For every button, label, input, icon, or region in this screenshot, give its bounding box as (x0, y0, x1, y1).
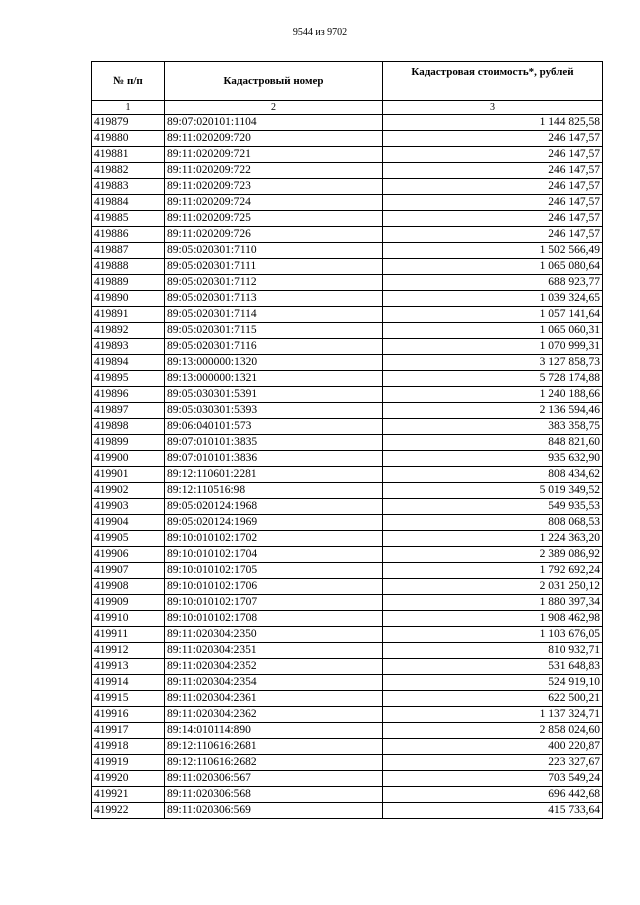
table-row (92, 483, 603, 499)
cadastral-number-cell: 89:10:010102:1705 (165, 563, 383, 579)
table-header-row (92, 62, 603, 101)
table-row (92, 675, 603, 691)
table-row (92, 787, 603, 803)
cadastral-number-cell: 89:11:020209:722 (165, 163, 383, 179)
table-row (92, 291, 603, 307)
cadastral-value-cell: 246 147,57 (383, 147, 603, 163)
table-row (92, 403, 603, 419)
row-number-cell: 419886 (92, 227, 165, 243)
table-row (92, 307, 603, 323)
cadastral-value-cell: 810 932,71 (383, 643, 603, 659)
row-number-cell: 419897 (92, 403, 165, 419)
table-row (92, 259, 603, 275)
header-cadastral-value: Кадастровая стоимость*, рублей (383, 62, 603, 101)
page-header: 9544 из 9702 (292, 27, 348, 38)
cadastral-value-cell: 1 908 462,98 (383, 611, 603, 627)
table-row (92, 771, 603, 787)
cadastral-value-cell: 688 923,77 (383, 275, 603, 291)
cadastral-number-cell: 89:06:040101:573 (165, 419, 383, 435)
cadastral-value-cell: 2 858 024,60 (383, 723, 603, 739)
cadastral-number-cell: 89:11:020304:2351 (165, 643, 383, 659)
cadastral-value-cell: 223 327,67 (383, 755, 603, 771)
cadastral-number-cell: 89:13:000000:1321 (165, 371, 383, 387)
cadastral-number-cell: 89:07:010101:3835 (165, 435, 383, 451)
cadastral-number-cell: 89:10:010102:1707 (165, 595, 383, 611)
row-number-cell: 419899 (92, 435, 165, 451)
row-number-cell: 419908 (92, 579, 165, 595)
row-number-cell: 419910 (92, 611, 165, 627)
table-row (92, 355, 603, 371)
cadastral-value-cell: 1 137 324,71 (383, 707, 603, 723)
cadastral-number-cell: 89:10:010102:1706 (165, 579, 383, 595)
header-row-number: № п/п (92, 62, 165, 101)
cadastral-number-cell: 89:05:020301:7112 (165, 275, 383, 291)
row-number-cell: 419902 (92, 483, 165, 499)
cadastral-number-cell: 89:05:030301:5391 (165, 387, 383, 403)
row-number-cell: 419922 (92, 803, 165, 819)
cadastral-number-cell: 89:12:110601:2281 (165, 467, 383, 483)
table-row (92, 691, 603, 707)
table-row (92, 435, 603, 451)
row-number-cell: 419880 (92, 131, 165, 147)
table-row (92, 627, 603, 643)
cadastral-value-cell: 246 147,57 (383, 195, 603, 211)
table-body (92, 115, 603, 819)
cadastral-value-cell: 1 502 566,49 (383, 243, 603, 259)
row-number-cell: 419884 (92, 195, 165, 211)
cadastral-number-cell: 89:11:020304:2350 (165, 627, 383, 643)
cadastral-value-cell: 524 919,10 (383, 675, 603, 691)
cadastral-value-cell: 246 147,57 (383, 131, 603, 147)
cadastral-number-cell: 89:11:020209:726 (165, 227, 383, 243)
cadastral-value-cell: 1 065 060,31 (383, 323, 603, 339)
row-number-cell: 419912 (92, 643, 165, 659)
cadastral-value-cell: 400 220,87 (383, 739, 603, 755)
row-number-cell: 419888 (92, 259, 165, 275)
cadastral-value-cell: 2 389 086,92 (383, 547, 603, 563)
table-row (92, 611, 603, 627)
cadastral-value-cell: 1 880 397,34 (383, 595, 603, 611)
cadastral-number-cell: 89:12:110516:98 (165, 483, 383, 499)
cadastral-number-cell: 89:05:020301:7111 (165, 259, 383, 275)
table-row (92, 723, 603, 739)
cadastral-number-cell: 89:07:010101:3836 (165, 451, 383, 467)
cadastral-value-cell: 1 103 676,05 (383, 627, 603, 643)
row-number-cell: 419889 (92, 275, 165, 291)
row-number-cell: 419885 (92, 211, 165, 227)
cadastral-number-cell: 89:05:020124:1969 (165, 515, 383, 531)
row-number-cell: 419917 (92, 723, 165, 739)
cadastral-number-cell: 89:11:020304:2361 (165, 691, 383, 707)
row-number-cell: 419893 (92, 339, 165, 355)
row-number-cell: 419890 (92, 291, 165, 307)
table-row (92, 707, 603, 723)
cadastral-number-cell: 89:11:020209:720 (165, 131, 383, 147)
table-row (92, 195, 603, 211)
table-row (92, 339, 603, 355)
table-row (92, 163, 603, 179)
cadastral-value-cell: 5 019 349,52 (383, 483, 603, 499)
cadastral-number-cell: 89:11:020306:567 (165, 771, 383, 787)
cadastral-value-cell: 246 147,57 (383, 211, 603, 227)
header-cadastral-number: Кадастровый номер (165, 62, 383, 101)
table-row (92, 755, 603, 771)
cadastral-value-cell: 383 358,75 (383, 419, 603, 435)
row-number-cell: 419894 (92, 355, 165, 371)
table-row (92, 803, 603, 819)
cadastral-value-cell: 1 144 825,58 (383, 115, 603, 131)
row-number-cell: 419896 (92, 387, 165, 403)
table-row (92, 499, 603, 515)
cadastral-value-cell: 1 070 999,31 (383, 339, 603, 355)
row-number-cell: 419892 (92, 323, 165, 339)
cadastral-value-cell: 703 549,24 (383, 771, 603, 787)
cadastral-number-cell: 89:07:020101:1104 (165, 115, 383, 131)
cadastral-value-cell: 935 632,90 (383, 451, 603, 467)
table-row (92, 451, 603, 467)
table-row (92, 467, 603, 483)
cadastral-number-cell: 89:11:020209:721 (165, 147, 383, 163)
cadastral-value-cell: 808 068,53 (383, 515, 603, 531)
cadastral-value-cell: 2 136 594,46 (383, 403, 603, 419)
row-number-cell: 419920 (92, 771, 165, 787)
cadastral-table (91, 61, 603, 819)
cadastral-value-cell: 848 821,60 (383, 435, 603, 451)
cadastral-number-cell: 89:05:020301:7116 (165, 339, 383, 355)
row-number-cell: 419909 (92, 595, 165, 611)
cadastral-value-cell: 415 733,64 (383, 803, 603, 819)
table-row (92, 563, 603, 579)
cadastral-number-cell: 89:05:030301:5393 (165, 403, 383, 419)
row-number-cell: 419879 (92, 115, 165, 131)
row-number-cell: 419891 (92, 307, 165, 323)
cadastral-value-cell: 3 127 858,73 (383, 355, 603, 371)
row-number-cell: 419918 (92, 739, 165, 755)
cadastral-value-cell: 549 935,53 (383, 499, 603, 515)
cadastral-number-cell: 89:11:020304:2354 (165, 675, 383, 691)
cadastral-value-cell: 2 031 250,12 (383, 579, 603, 595)
cadastral-value-cell: 622 500,21 (383, 691, 603, 707)
column-number-2: 2 (165, 101, 383, 115)
column-number-row (92, 101, 603, 115)
row-number-cell: 419906 (92, 547, 165, 563)
cadastral-number-cell: 89:11:020306:569 (165, 803, 383, 819)
table-row (92, 275, 603, 291)
cadastral-value-cell: 1 240 188,66 (383, 387, 603, 403)
table-row (92, 179, 603, 195)
table-row (92, 131, 603, 147)
cadastral-number-cell: 89:10:010102:1708 (165, 611, 383, 627)
cadastral-value-cell: 246 147,57 (383, 163, 603, 179)
table-row (92, 243, 603, 259)
table-row (92, 147, 603, 163)
cadastral-number-cell: 89:11:020209:724 (165, 195, 383, 211)
column-number-1: 1 (92, 101, 165, 115)
row-number-cell: 419916 (92, 707, 165, 723)
row-number-cell: 419907 (92, 563, 165, 579)
table-row (92, 643, 603, 659)
table-row (92, 115, 603, 131)
cadastral-number-cell: 89:05:020301:7115 (165, 323, 383, 339)
row-number-cell: 419914 (92, 675, 165, 691)
column-number-3: 3 (383, 101, 603, 115)
row-number-cell: 419919 (92, 755, 165, 771)
row-number-cell: 419898 (92, 419, 165, 435)
table-row (92, 323, 603, 339)
row-number-cell: 419913 (92, 659, 165, 675)
cadastral-number-cell: 89:11:020304:2362 (165, 707, 383, 723)
cadastral-value-cell: 1 065 080,64 (383, 259, 603, 275)
table-row (92, 531, 603, 547)
cadastral-number-cell: 89:11:020209:725 (165, 211, 383, 227)
table-row (92, 515, 603, 531)
cadastral-number-cell: 89:05:020301:7113 (165, 291, 383, 307)
cadastral-value-cell: 808 434,62 (383, 467, 603, 483)
row-number-cell: 419895 (92, 371, 165, 387)
cadastral-number-cell: 89:10:010102:1704 (165, 547, 383, 563)
cadastral-value-cell: 1 792 692,24 (383, 563, 603, 579)
cadastral-number-cell: 89:12:110616:2682 (165, 755, 383, 771)
row-number-cell: 419921 (92, 787, 165, 803)
row-number-cell: 419911 (92, 627, 165, 643)
row-number-cell: 419904 (92, 515, 165, 531)
table-row (92, 595, 603, 611)
table-row (92, 547, 603, 563)
table-row (92, 579, 603, 595)
row-number-cell: 419882 (92, 163, 165, 179)
cadastral-number-cell: 89:12:110616:2681 (165, 739, 383, 755)
cadastral-number-cell: 89:14:010114:890 (165, 723, 383, 739)
cadastral-value-cell: 246 147,57 (383, 227, 603, 243)
cadastral-value-cell: 1 224 363,20 (383, 531, 603, 547)
cadastral-number-cell: 89:05:020301:7114 (165, 307, 383, 323)
cadastral-number-cell: 89:11:020304:2352 (165, 659, 383, 675)
cadastral-value-cell: 246 147,57 (383, 179, 603, 195)
table-row (92, 387, 603, 403)
table-row (92, 739, 603, 755)
table-row (92, 419, 603, 435)
table-row (92, 227, 603, 243)
row-number-cell: 419905 (92, 531, 165, 547)
cadastral-number-cell: 89:10:010102:1702 (165, 531, 383, 547)
row-number-cell: 419915 (92, 691, 165, 707)
cadastral-value-cell: 1 057 141,64 (383, 307, 603, 323)
cadastral-value-cell: 5 728 174,88 (383, 371, 603, 387)
table-row (92, 659, 603, 675)
cadastral-value-cell: 696 442,68 (383, 787, 603, 803)
cadastral-value-cell: 531 648,83 (383, 659, 603, 675)
row-number-cell: 419901 (92, 467, 165, 483)
cadastral-value-cell: 1 039 324,65 (383, 291, 603, 307)
table-row (92, 211, 603, 227)
table-row (92, 371, 603, 387)
row-number-cell: 419887 (92, 243, 165, 259)
cadastral-number-cell: 89:05:020301:7110 (165, 243, 383, 259)
cadastral-number-cell: 89:11:020209:723 (165, 179, 383, 195)
row-number-cell: 419881 (92, 147, 165, 163)
row-number-cell: 419903 (92, 499, 165, 515)
cadastral-number-cell: 89:05:020124:1968 (165, 499, 383, 515)
cadastral-number-cell: 89:13:000000:1320 (165, 355, 383, 371)
row-number-cell: 419900 (92, 451, 165, 467)
cadastral-number-cell: 89:11:020306:568 (165, 787, 383, 803)
row-number-cell: 419883 (92, 179, 165, 195)
